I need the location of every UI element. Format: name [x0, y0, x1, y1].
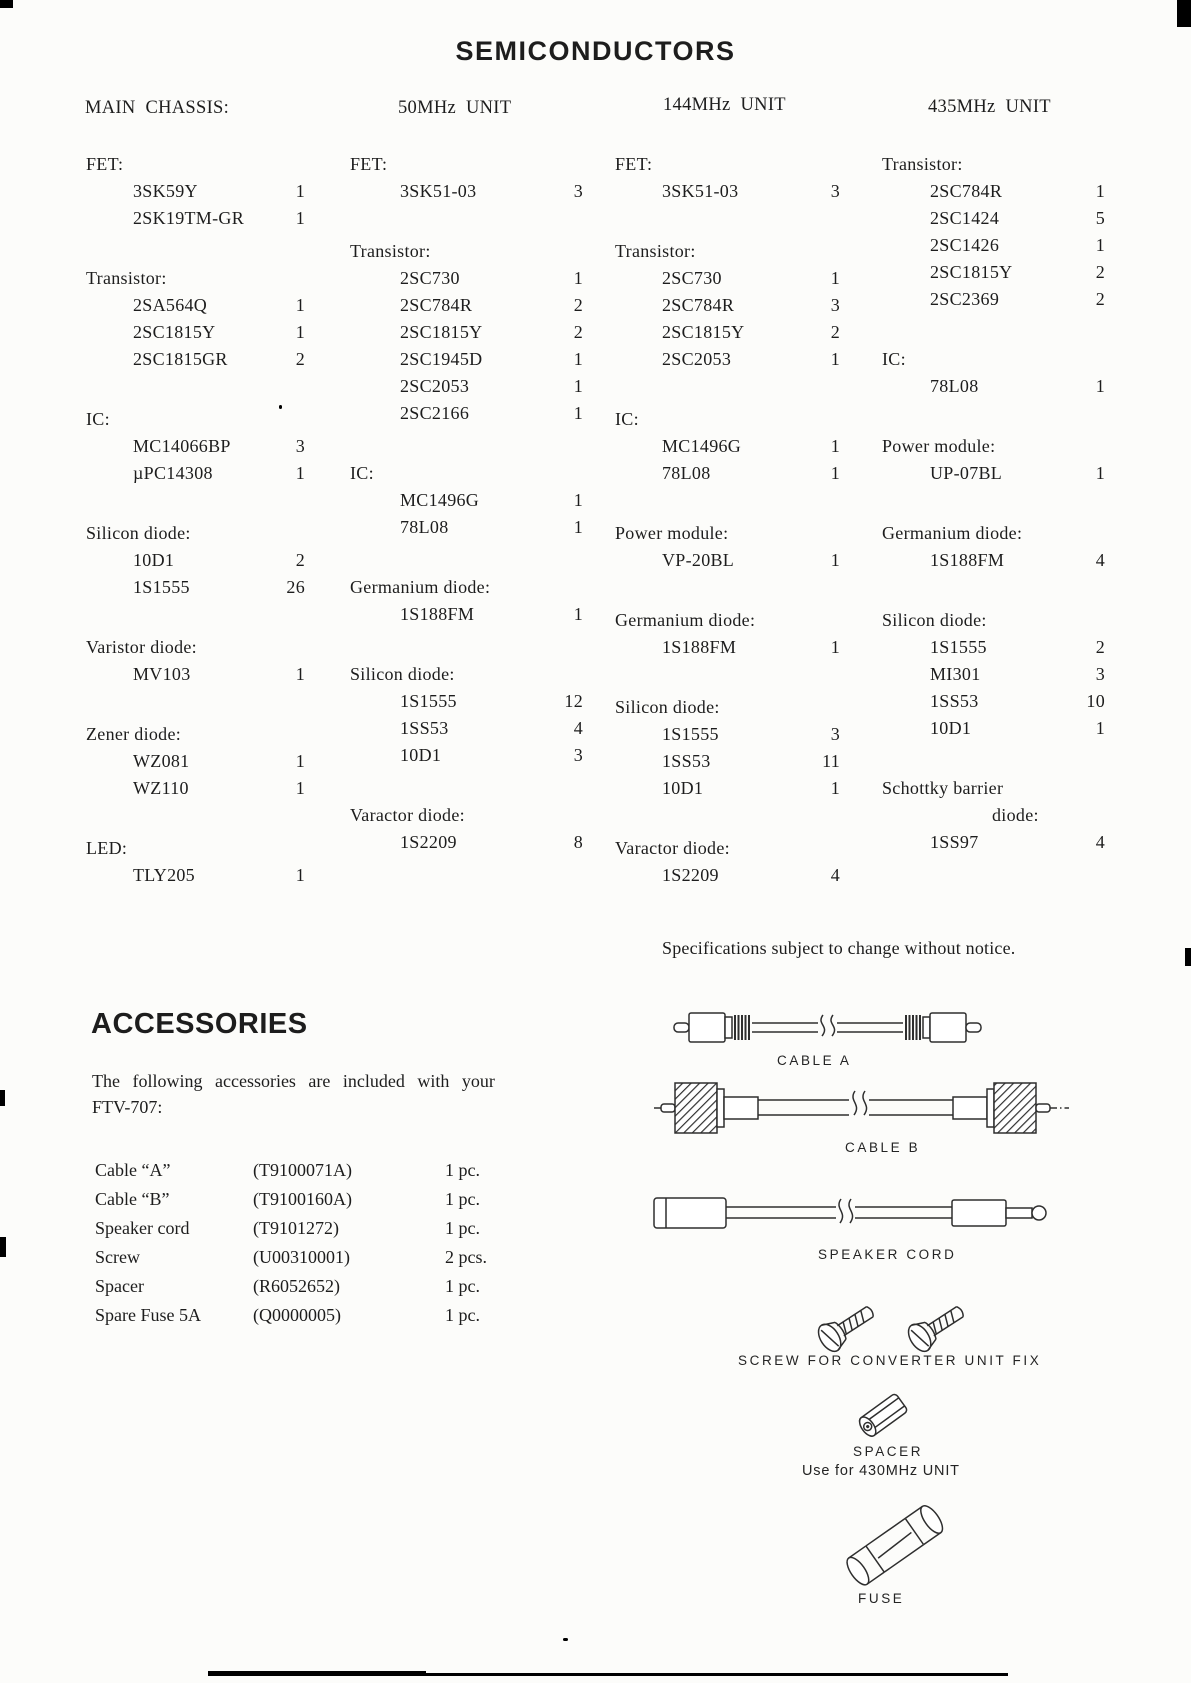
part-qty: 3 — [573, 181, 583, 201]
part-qty: 2 — [295, 349, 305, 369]
group-label: Silicon diode: — [350, 664, 455, 684]
parts-column-50mhz — [350, 151, 583, 856]
accessory-row — [95, 1272, 487, 1301]
part-row — [615, 178, 840, 205]
group-label: Power module: — [615, 523, 729, 543]
part-row — [86, 547, 305, 574]
part-name: 1SS97 — [930, 832, 979, 852]
column-header-435mhz: 435MHz UNIT — [928, 97, 1051, 117]
part-name: 2SC1815Y — [133, 322, 216, 342]
part-name: 2SC1426 — [930, 235, 1000, 255]
part-qty: 4 — [830, 865, 840, 885]
specifications-note: Specifications subject to change without notice. — [662, 938, 1016, 958]
part-row — [615, 748, 840, 775]
part-row — [615, 433, 840, 460]
part-qty: 1 — [573, 376, 583, 396]
part-qty: 3 — [830, 181, 840, 201]
part-qty: 10 — [1086, 691, 1105, 711]
part-qty: 2 — [295, 550, 305, 570]
part-name: 2SK19TM-GR — [133, 208, 245, 228]
part-row — [350, 178, 583, 205]
part-name: 2SC730 — [662, 268, 722, 288]
accessory-row — [95, 1301, 487, 1330]
part-row — [350, 601, 583, 628]
part-qty: 1 — [573, 349, 583, 369]
scan-artifact — [1177, 0, 1191, 27]
part-qty: 1 — [295, 664, 305, 684]
part-name: 1S188FM — [400, 604, 475, 624]
part-group-fet — [350, 151, 583, 205]
part-qty: 1 — [573, 268, 583, 288]
part-row — [350, 514, 583, 541]
part-group-varactor-diode — [615, 835, 840, 889]
screw-drawing — [810, 1283, 990, 1353]
part-qty: 3 — [830, 295, 840, 315]
part-row — [615, 346, 840, 373]
group-label: FET: — [350, 154, 388, 174]
part-row — [86, 574, 305, 601]
part-qty: 8 — [573, 832, 583, 852]
part-name: 1S188FM — [662, 637, 737, 657]
part-row — [86, 205, 305, 232]
part-group-power-module — [882, 433, 1105, 487]
scan-artifact — [563, 1638, 568, 1641]
part-row — [615, 721, 840, 748]
column-header-main-chassis: MAIN CHASSIS: — [85, 98, 230, 118]
group-label-line2: diode: — [992, 805, 1039, 825]
speaker-cord-drawing — [650, 1188, 1070, 1238]
fuse-drawing — [833, 1492, 951, 1587]
part-group-ic — [615, 406, 840, 487]
part-name: 2SC1815Y — [662, 322, 745, 342]
fuse-label: FUSE — [858, 1591, 905, 1606]
group-label: Silicon diode: — [86, 523, 191, 543]
part-qty: 1 — [295, 322, 305, 342]
part-group-transistor — [350, 238, 583, 427]
part-qty: 1 — [830, 268, 840, 288]
part-row — [86, 661, 305, 688]
part-row — [350, 265, 583, 292]
part-row — [882, 373, 1105, 400]
part-group-silicon-diode — [615, 694, 840, 802]
part-name: 2SC1815GR — [133, 349, 228, 369]
part-row — [350, 400, 583, 427]
part-name: 2SC784R — [400, 295, 473, 315]
part-name: WZ081 — [133, 751, 190, 771]
part-qty: 2 — [1095, 637, 1105, 657]
group-label: Transistor: — [615, 241, 696, 261]
part-group-led — [86, 835, 305, 889]
part-name: 78L08 — [662, 463, 711, 483]
part-qty: 3 — [295, 436, 305, 456]
group-label: Schottky barrier — [882, 778, 1004, 798]
group-label: FET: — [86, 154, 124, 174]
accessory-row — [95, 1156, 487, 1185]
part-qty: 1 — [295, 463, 305, 483]
group-label: Zener diode: — [86, 724, 182, 744]
part-name: 1S1555 — [662, 724, 719, 744]
part-name: MC1496G — [400, 490, 480, 510]
speaker-cord-label: SPEAKER CORD — [818, 1247, 957, 1262]
spacer-note: Use for 430MHz UNIT — [802, 1463, 960, 1479]
part-row — [882, 286, 1105, 313]
column-header-144mhz: 144MHz UNIT — [663, 95, 786, 115]
part-qty: 1 — [573, 604, 583, 624]
part-name: 2SC1815Y — [400, 322, 483, 342]
part-name: 1S1555 — [930, 637, 987, 657]
group-label: Varactor diode: — [350, 805, 465, 825]
part-row — [350, 688, 583, 715]
accessory-row — [95, 1243, 487, 1272]
part-name: 78L08 — [930, 376, 979, 396]
part-row — [615, 547, 840, 574]
part-row — [882, 205, 1105, 232]
accessory-qty: 1 pc. — [445, 1160, 480, 1180]
part-group-transistor — [86, 265, 305, 373]
accessory-part-number: (T9100071A) — [253, 1160, 352, 1180]
part-row — [86, 292, 305, 319]
group-label: Varactor diode: — [615, 838, 730, 858]
part-qty: 1 — [1095, 235, 1105, 255]
accessory-row — [95, 1214, 487, 1243]
accessory-part-number: (Q0000005) — [253, 1305, 341, 1325]
part-name: TLY205 — [133, 865, 195, 885]
part-qty: 1 — [573, 517, 583, 537]
part-row — [86, 775, 305, 802]
accessory-qty: 1 pc. — [445, 1305, 480, 1325]
group-label: Silicon diode: — [882, 610, 987, 630]
accessories-intro-line2: FTV-707: — [92, 1097, 163, 1117]
accessory-name: Cable “B” — [95, 1189, 170, 1209]
part-group-fet — [86, 151, 305, 232]
part-name: 1SS53 — [662, 751, 711, 771]
part-qty: 1 — [830, 463, 840, 483]
accessories-heading: ACCESSORIES — [91, 1008, 308, 1040]
part-name: 10D1 — [662, 778, 704, 798]
part-name: 1SS53 — [930, 691, 979, 711]
part-row — [882, 547, 1105, 574]
part-group-power-module — [615, 520, 840, 574]
part-qty: 1 — [295, 295, 305, 315]
accessory-qty: 2 pcs. — [445, 1247, 487, 1267]
part-name: 1S1555 — [400, 691, 457, 711]
part-qty: 5 — [1095, 208, 1105, 228]
accessories-intro — [92, 1068, 564, 1120]
part-qty: 4 — [1095, 832, 1105, 852]
part-row — [350, 292, 583, 319]
accessory-qty: 1 pc. — [445, 1276, 480, 1296]
part-row — [350, 742, 583, 769]
part-qty: 1 — [573, 490, 583, 510]
part-group-silicon-diode — [882, 607, 1105, 742]
part-row — [350, 715, 583, 742]
part-name: 2SC2053 — [662, 349, 732, 369]
part-row — [350, 373, 583, 400]
part-row — [882, 178, 1105, 205]
scan-artifact — [1185, 948, 1191, 966]
group-label: IC: — [615, 409, 639, 429]
part-qty: 2 — [573, 322, 583, 342]
part-qty: 26 — [286, 577, 305, 597]
part-row — [882, 688, 1105, 715]
group-label: IC: — [86, 409, 110, 429]
part-qty: 2 — [830, 322, 840, 342]
part-row — [615, 862, 840, 889]
part-qty: 2 — [1095, 289, 1105, 309]
part-row — [350, 829, 583, 856]
part-name: 3SK59Y — [133, 181, 198, 201]
part-qty: 1 — [1095, 376, 1105, 396]
part-group-germanium-diode — [615, 607, 840, 661]
part-name: MI301 — [930, 664, 981, 684]
group-label: Varistor diode: — [86, 637, 197, 657]
part-group-germanium-diode — [350, 574, 583, 628]
part-qty: 1 — [830, 778, 840, 798]
scan-artifact — [0, 0, 13, 8]
part-qty: 1 — [295, 208, 305, 228]
part-name: MC1496G — [662, 436, 742, 456]
accessories-intro-line1: The following accessories are included with your — [92, 1071, 495, 1091]
part-row — [882, 829, 1105, 856]
part-name: 2SC784R — [930, 181, 1003, 201]
part-name: WZ110 — [133, 778, 189, 798]
part-group-silicon-diode — [350, 661, 583, 769]
part-row — [86, 460, 305, 487]
cable-b-label: CABLE B — [845, 1140, 921, 1155]
part-row — [86, 319, 305, 346]
part-qty: 1 — [830, 349, 840, 369]
part-qty: 1 — [295, 865, 305, 885]
part-group-varactor-diode — [350, 802, 583, 856]
part-row — [86, 346, 305, 373]
group-label: Germanium diode: — [882, 523, 1023, 543]
part-qty: 3 — [573, 745, 583, 765]
accessory-name: Spare Fuse 5A — [95, 1305, 201, 1325]
screw-label: SCREW FOR CONVERTER UNIT FIX — [738, 1353, 1042, 1368]
part-group-ic — [86, 406, 305, 487]
part-name: 10D1 — [400, 745, 442, 765]
group-label: IC: — [350, 463, 374, 483]
group-label: Germanium diode: — [615, 610, 756, 630]
group-label: Power module: — [882, 436, 996, 456]
group-label: IC: — [882, 349, 906, 369]
part-name: 3SK51-03 — [662, 181, 739, 201]
part-name: 78L08 — [400, 517, 449, 537]
part-row — [86, 178, 305, 205]
part-qty: 1 — [1095, 718, 1105, 738]
part-qty: 1 — [295, 181, 305, 201]
part-name: 2SC2369 — [930, 289, 1000, 309]
group-label: Germanium diode: — [350, 577, 491, 597]
part-group-germanium-diode — [882, 520, 1105, 574]
accessory-name: Cable “A” — [95, 1160, 171, 1180]
part-name: 3SK51-03 — [400, 181, 477, 201]
part-qty: 1 — [830, 550, 840, 570]
column-header-50mhz: 50MHz UNIT — [398, 98, 512, 118]
part-qty: 1 — [830, 637, 840, 657]
group-label: Transistor: — [350, 241, 431, 261]
part-qty: 1 — [1095, 463, 1105, 483]
part-qty: 1 — [1095, 181, 1105, 201]
part-name: 1S188FM — [930, 550, 1005, 570]
part-group-fet — [615, 151, 840, 205]
accessory-qty: 1 pc. — [445, 1189, 480, 1209]
scan-artifact — [0, 1237, 6, 1257]
cable-b-drawing — [653, 1078, 1083, 1138]
accessory-name: Spacer — [95, 1276, 144, 1296]
page-title: SEMICONDUCTORS — [455, 36, 736, 66]
part-name: 2SC1424 — [930, 208, 1000, 228]
accessory-row — [95, 1185, 487, 1214]
part-group-transistor — [882, 151, 1105, 313]
part-row — [350, 487, 583, 514]
parts-column-435mhz — [882, 151, 1105, 856]
part-qty: 1 — [295, 778, 305, 798]
part-row — [882, 259, 1105, 286]
part-name: MV103 — [133, 664, 191, 684]
cable-a-drawing — [655, 1002, 1000, 1054]
part-name: µPC14308 — [133, 463, 213, 483]
part-qty: 12 — [564, 691, 583, 711]
part-group-silicon-diode — [86, 520, 305, 601]
part-name: 2SC2166 — [400, 403, 470, 423]
part-name: 1SS53 — [400, 718, 449, 738]
part-row — [882, 232, 1105, 259]
accessory-part-number: (T9100160A) — [253, 1189, 352, 1209]
accessory-part-number: (U00310001) — [253, 1247, 350, 1267]
part-name: 1S1555 — [133, 577, 190, 597]
part-qty: 4 — [1095, 550, 1105, 570]
group-label: Transistor: — [882, 154, 963, 174]
accessory-name: Speaker cord — [95, 1218, 190, 1238]
part-qty: 4 — [573, 718, 583, 738]
group-label: Silicon diode: — [615, 697, 720, 717]
part-name: 2SC1945D — [400, 349, 483, 369]
part-group-schottky-diode — [882, 775, 1105, 856]
part-row — [615, 460, 840, 487]
accessories-table — [95, 1156, 487, 1330]
part-row — [882, 715, 1105, 742]
part-row — [86, 748, 305, 775]
group-label: Transistor: — [86, 268, 167, 288]
part-name: 2SC784R — [662, 295, 735, 315]
part-group-varistor-diode — [86, 634, 305, 688]
part-qty: 3 — [1095, 664, 1105, 684]
part-row — [882, 634, 1105, 661]
part-row — [86, 433, 305, 460]
part-qty: 3 — [830, 724, 840, 744]
part-row — [350, 346, 583, 373]
part-name: 10D1 — [930, 718, 972, 738]
part-row — [615, 292, 840, 319]
part-row — [86, 862, 305, 889]
part-name: 1S2209 — [662, 865, 719, 885]
part-name: MC14066BP — [133, 436, 231, 456]
part-row — [615, 634, 840, 661]
part-name: 2SC1815Y — [930, 262, 1013, 282]
part-row — [615, 775, 840, 802]
parts-column-main-chassis — [86, 151, 305, 889]
group-label: LED: — [86, 838, 128, 858]
part-row — [615, 265, 840, 292]
part-row — [350, 319, 583, 346]
part-qty: 11 — [822, 751, 840, 771]
part-name: 2SC2053 — [400, 376, 470, 396]
cable-a-label: CABLE A — [777, 1053, 852, 1068]
part-group-transistor — [615, 238, 840, 373]
scan-artifact — [0, 1090, 5, 1106]
parts-column-144mhz — [615, 151, 840, 889]
scan-artifact — [279, 405, 282, 409]
spacer-drawing — [852, 1386, 916, 1440]
spacer-label: SPACER — [853, 1444, 924, 1459]
part-row — [882, 661, 1105, 688]
part-group-ic — [350, 460, 583, 541]
group-label: FET: — [615, 154, 653, 174]
part-qty: 2 — [573, 295, 583, 315]
part-qty: 2 — [1095, 262, 1105, 282]
scan-artifact — [208, 1671, 426, 1676]
part-name: 10D1 — [133, 550, 175, 570]
part-group-ic — [882, 346, 1105, 400]
accessory-part-number: (T9101272) — [253, 1218, 339, 1238]
accessory-qty: 1 pc. — [445, 1218, 480, 1238]
accessory-part-number: (R6052652) — [253, 1276, 340, 1296]
part-group-zener-diode — [86, 721, 305, 802]
part-qty: 1 — [295, 751, 305, 771]
part-name: 2SC730 — [400, 268, 460, 288]
part-name: UP-07BL — [930, 463, 1003, 483]
part-qty: 1 — [830, 436, 840, 456]
part-name: 1S2209 — [400, 832, 457, 852]
part-name: VP-20BL — [662, 550, 735, 570]
accessory-name: Screw — [95, 1247, 140, 1267]
part-qty: 1 — [573, 403, 583, 423]
part-row — [882, 460, 1105, 487]
part-name: 2SA564Q — [133, 295, 208, 315]
part-row — [615, 319, 840, 346]
